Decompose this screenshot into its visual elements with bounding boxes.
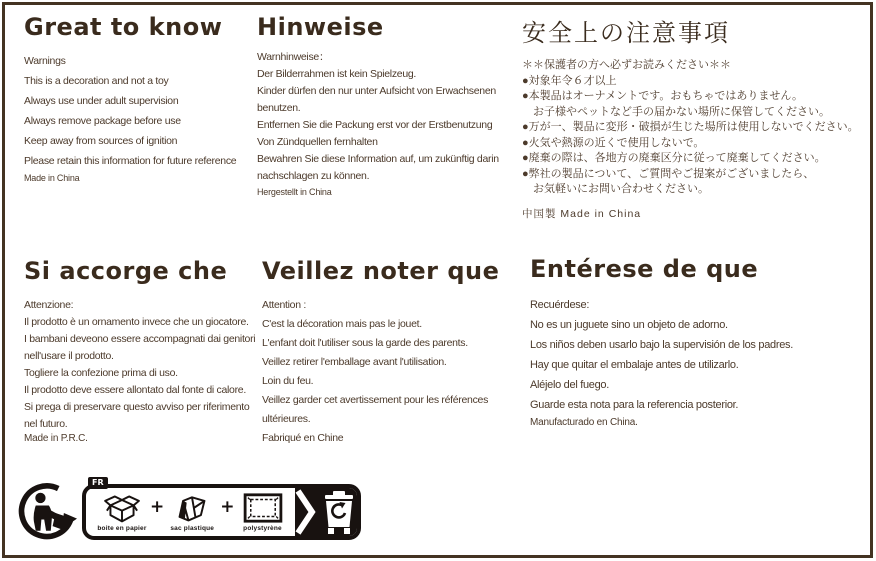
warning-line: Hay que quitar el embalaje antes de utilizarlo. [530, 359, 739, 371]
region-tag-label: FR [92, 478, 104, 487]
warning-line: Entfernen Sie die Packung erst vor der Erstbenutzung [257, 119, 493, 131]
warning-line: お気軽いにお問い合わせください。 [522, 183, 709, 195]
warning-line: Guarde esta nota para la referencia posterior. [530, 399, 739, 411]
section-german [257, 14, 499, 197]
tidyman-recycle-icon [17, 480, 77, 544]
warning-line: benutzen. [257, 102, 301, 114]
section-title-french: Veillez noter que [262, 257, 500, 285]
warning-list-german [257, 49, 499, 197]
warning-line: ●対象年令６才以上 [522, 74, 617, 87]
warning-line: nel futuro. [24, 418, 68, 430]
pack-item-label: polystyrène [243, 525, 282, 532]
warning-line: I bambani deveono essere accompagnati dai genitori [24, 333, 256, 345]
warning-line: Aléjelo del fuego. [530, 379, 609, 391]
plastic-bag-icon [173, 492, 211, 524]
warning-list-french [262, 296, 499, 448]
pack-item-paper-box [94, 492, 150, 532]
cardboard-box-icon [103, 492, 141, 524]
warning-line: ●火気や熱源の近くで使用しないで。 [522, 136, 705, 149]
warning-list-italian [24, 297, 255, 444]
warning-line: Warnhinweise： [257, 51, 330, 63]
origin-note-german: Hergestellt in China [257, 187, 332, 197]
section-japanese [522, 20, 859, 221]
warning-line: ultérieures. [262, 413, 311, 425]
warning-line: L'enfant doit l'utiliser sous la garde des parents. [262, 337, 468, 349]
warning-line: Veillez garder cet avertissement pour les références [262, 394, 489, 406]
warning-line: nell'usare il prodotto. [24, 350, 114, 362]
warning-line: Loin du feu. [262, 375, 314, 387]
disposal-arrow-cap [295, 488, 357, 536]
plus-sign: + [150, 496, 165, 517]
warning-line: No es un juguete sino un objeto de adorno. [530, 319, 728, 331]
section-title-italian: Si accorge che [24, 257, 228, 285]
region-tag [88, 477, 108, 489]
warning-line: Togliere la confezione prima di uso. [24, 367, 178, 379]
warning-line: Veillez retirer l'emballage avant l'utilisation. [262, 356, 447, 368]
origin-note-italian: Made in P.R.C. [24, 433, 88, 444]
origin-note-japanese: 中国製 Made in China [522, 207, 642, 220]
section-title-german: Hinweise [257, 13, 384, 41]
origin-note-english: Made in China [24, 173, 80, 183]
warning-line: Always remove package before use [24, 115, 181, 127]
plus-sign: + [220, 496, 235, 517]
section-spanish [530, 256, 793, 428]
warning-line: Kinder dürfen den nur unter Aufsicht von Erwachsenen [257, 85, 496, 97]
pack-item-plastic-bag [164, 492, 220, 532]
trash-bin-icon [295, 488, 357, 536]
warning-line: Il prodotto deve essere allontato dal fonte di calore. [24, 384, 246, 396]
section-italian [24, 258, 255, 444]
warning-line: ●本製品はオーナメントです。おもちゃではありません。 [522, 90, 803, 102]
section-title-japanese: 安全上の注意事項 [522, 19, 730, 47]
pack-item-label: boite en papier [97, 525, 147, 532]
warning-line: お子様やペットなど手の届かない場所に保管してください。 [522, 105, 830, 118]
warning-line: Si prega di preservare questo avviso per riferimento [24, 401, 250, 413]
origin-note-spanish: Manufacturado en China. [530, 417, 638, 428]
warning-line: Der Bilderrahmen ist kein Spielzeug. [257, 68, 417, 80]
warning-line: Il prodotto è un ornamento invece che un giocatore. [24, 316, 249, 328]
warning-line: ●弊社の製品について、ご質問やご提案がございましたら、 [522, 167, 815, 180]
warning-line: Always use under adult supervision [24, 95, 179, 107]
section-english [24, 14, 236, 183]
warning-line: Von Zündquellen fernhalten [257, 136, 378, 148]
section-title-spanish: Entérese de que [530, 255, 759, 283]
warning-line: Keep away from sources of ignition [24, 135, 178, 147]
warning-line: Los niños deben usarlo bajo la supervisión de los padres. [530, 339, 793, 351]
warning-list-spanish [530, 295, 793, 428]
pack-item-polystyrene [235, 492, 291, 532]
warning-line: Bewahren Sie diese Information auf, um zukünftig darin [257, 153, 499, 165]
warning-line: ●万が一、製品に変形・破損が生じた場所は使用しないでください。 [522, 121, 859, 133]
warning-line: Recuérdese: [530, 299, 590, 311]
warning-line: Warnings [24, 55, 66, 67]
packaging-disposal-panel [82, 478, 361, 540]
warning-line: Please retain this information for future reference [24, 155, 237, 167]
warning-line: Attention : [262, 299, 306, 311]
warning-line: Attenzione: [24, 299, 74, 311]
warning-list-japanese [522, 58, 859, 221]
pack-item-label: sac plastique [170, 525, 215, 532]
warning-line: nachschlagen zu können. [257, 170, 370, 182]
warning-line: ●廃棄の際は、各地方の廃棄区分に従って廃棄してください。 [522, 152, 826, 164]
warning-list-english [24, 51, 236, 183]
warning-line: ＊＊保護者の方へ必ずお読みください＊＊ [522, 59, 731, 71]
polystyrene-frame-icon [242, 492, 284, 524]
section-french [262, 258, 499, 448]
warning-line: This is a decoration and not a toy [24, 75, 169, 87]
section-title-english: Great to know [24, 13, 223, 41]
recycling-strip [17, 480, 361, 544]
warning-line: C'est la décoration mais pas le jouet. [262, 318, 422, 330]
warning-line: Fabriqué en Chine [262, 432, 344, 444]
